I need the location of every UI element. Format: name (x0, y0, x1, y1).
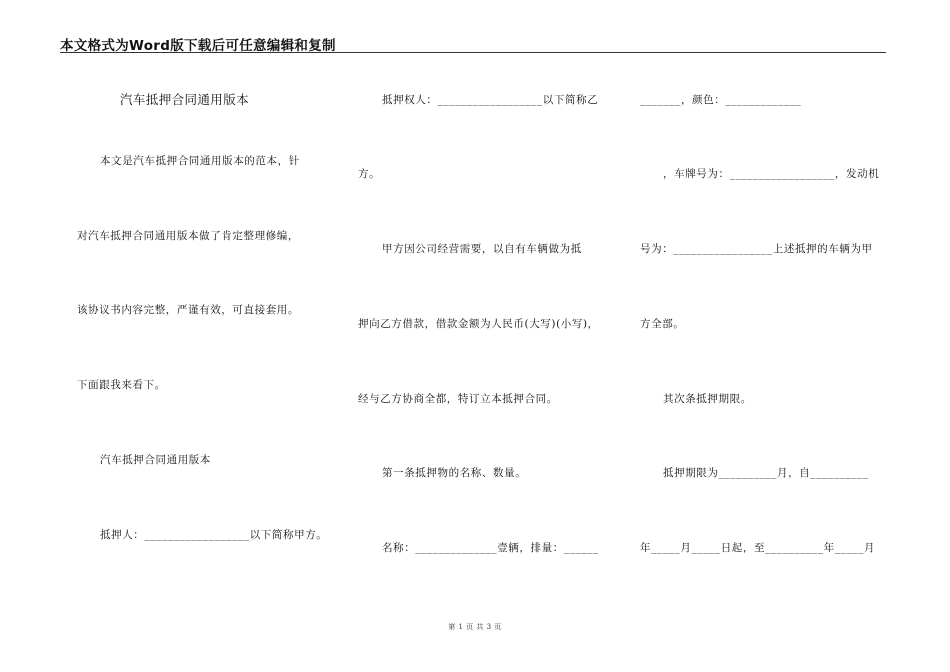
header-rule (60, 52, 886, 53)
body-line: 方。 (358, 168, 381, 180)
body-line: 方全部。 (640, 318, 685, 330)
body-line: 本文是汽车抵押合同通用版本的范本，针 (100, 155, 300, 167)
section-heading: 汽车抵押合同通用版本 (100, 454, 211, 466)
body-line: 经与乙方协商全都，特订立本抵押合同。 (358, 393, 558, 405)
document-title: 汽车抵押合同通用版本 (120, 92, 250, 107)
body-line: 该协议书内容完整，严谨有效，可直接套用。 (77, 304, 299, 316)
body-line: 对汽车抵押合同通用版本做了肯定整理修编， (77, 230, 299, 242)
body-line: 抵押权人：__________________以下简称乙 (382, 94, 599, 106)
body-line: 名称：______________壹辆，排量：______ (382, 542, 599, 554)
body-line: 第一条抵押物的名称、数量。 (382, 467, 527, 479)
body-line: 下面跟我来看下。 (77, 379, 166, 391)
body-line: 号为：_________________上述抵押的车辆为甲 (640, 243, 873, 255)
body-line: _______，颜色：_____________ (640, 94, 802, 106)
body-line: 押向乙方借款，借款金额为人民币(大写)(小写)， (358, 318, 599, 330)
body-line: 年_____月_____日起，至__________年_____月 (640, 542, 876, 554)
body-line: 抵押期限为__________月，自__________ (663, 467, 869, 479)
body-line: 抵押人：__________________以下简称甲方。 (100, 529, 328, 541)
document-header: 本文格式为Word版下载后可任意编辑和复制 (60, 38, 336, 54)
body-line: 甲方因公司经营需要，以自有车辆做为抵 (382, 243, 582, 255)
page-number: 第 1 页 共 3 页 (448, 623, 502, 631)
body-line: ，车牌号为：__________________，发动机 (663, 168, 880, 180)
body-line: 其次条抵押期限。 (663, 393, 752, 405)
